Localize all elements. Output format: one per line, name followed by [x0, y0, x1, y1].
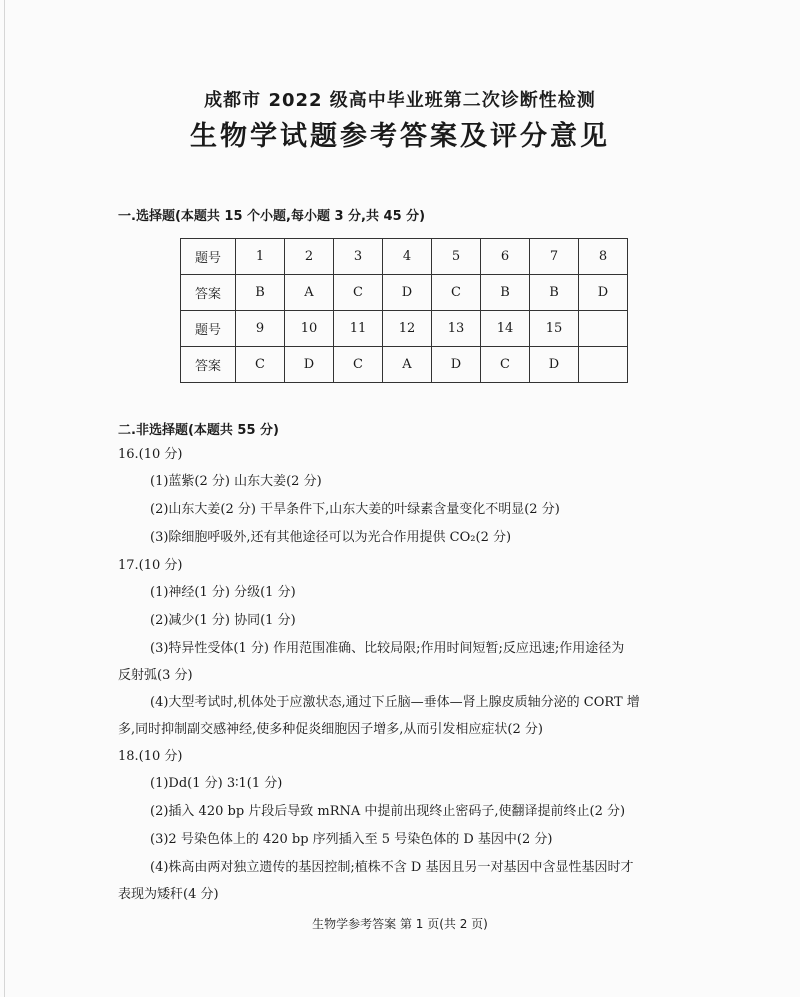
table-row: [181, 239, 628, 275]
answer-line: (2)插入 420 bp 片段后导致 mRNA 中提前出现终止密码子,使翻译提前终止(2 分): [150, 804, 626, 819]
question-heading-17: 17.(10 分): [118, 558, 183, 573]
answer-line: (3)特异性受体(1 分) 作用范围准确、比较局限;作用时间短暂;反应迅速;作用途径为: [150, 641, 625, 656]
table-cell: 9: [236, 311, 285, 347]
table-cell: B: [481, 275, 530, 311]
table-cell: D: [579, 275, 628, 311]
table-cell: D: [432, 347, 481, 383]
question-heading-18: 18.(10 分): [118, 749, 183, 764]
answer-line-continued: 多,同时抑制副交感神经,使多种促炎细胞因子增多,从而引发相应症状(2 分): [118, 722, 543, 737]
table-cell: 4: [383, 239, 432, 275]
answer-line: (1)神经(1 分) 分级(1 分): [150, 585, 296, 600]
table-cell: 3: [334, 239, 383, 275]
table-cell: 答案: [181, 347, 236, 383]
table-row: [181, 347, 628, 383]
answer-line: (1)Dd(1 分) 3∶1(1 分): [150, 776, 283, 791]
table-cell: 14: [481, 311, 530, 347]
answer-line-continued: 反射弧(3 分): [118, 668, 193, 683]
table-row: [181, 275, 628, 311]
table-cell: 12: [383, 311, 432, 347]
table-cell: B: [236, 275, 285, 311]
table-cell: D: [285, 347, 334, 383]
table-cell: [579, 311, 628, 347]
table-cell: C: [481, 347, 530, 383]
table-cell: 6: [481, 239, 530, 275]
answer-table: [180, 238, 628, 383]
table-cell: C: [334, 347, 383, 383]
table-cell: 题号: [181, 239, 236, 275]
table-cell: D: [530, 347, 579, 383]
table-cell: B: [530, 275, 579, 311]
table-cell: 7: [530, 239, 579, 275]
table-cell: C: [334, 275, 383, 311]
table-cell: 13: [432, 311, 481, 347]
answer-line: (2)减少(1 分) 协同(1 分): [150, 613, 296, 628]
exam-title: 成都市 2022 级高中毕业班第二次诊断性检测: [204, 90, 596, 111]
page-footer: 生物学参考答案 第 1 页(共 2 页): [312, 917, 488, 931]
answer-line: (4)大型考试时,机体处于应激状态,通过下丘脑—垂体—肾上腺皮质轴分泌的 CORT 增: [150, 695, 640, 710]
table-cell: 8: [579, 239, 628, 275]
table-cell: C: [236, 347, 285, 383]
table-cell: 答案: [181, 275, 236, 311]
answer-line: (3)2 号染色体上的 420 bp 序列插入至 5 号染色体的 D 基因中(2 分): [150, 832, 553, 847]
answer-line: (4)株高由两对独立遗传的基因控制;植株不含 D 基因且另一对基因中含显性基因时才: [150, 860, 634, 875]
table-cell: 题号: [181, 311, 236, 347]
table-row: [181, 311, 628, 347]
table-cell: [579, 347, 628, 383]
answer-line: (2)山东大姜(2 分) 干旱条件下,山东大姜的叶绿素含量变化不明显(2 分): [150, 502, 560, 517]
table-cell: A: [285, 275, 334, 311]
table-cell: 5: [432, 239, 481, 275]
table-cell: 15: [530, 311, 579, 347]
table-cell: 2: [285, 239, 334, 275]
question-heading-16: 16.(10 分): [118, 447, 183, 462]
section-heading-multiple-choice: 一.选择题(本题共 15 个小题,每小题 3 分,共 45 分): [118, 209, 426, 224]
answer-line-continued: 表现为矮秆(4 分): [118, 887, 219, 902]
table-cell: 10: [285, 311, 334, 347]
table-cell: C: [432, 275, 481, 311]
table-cell: D: [383, 275, 432, 311]
document-title: 生物学试题参考答案及评分意见: [190, 121, 610, 152]
table-cell: 11: [334, 311, 383, 347]
answer-line: (1)蓝紫(2 分) 山东大姜(2 分): [150, 474, 322, 489]
answer-line: (3)除细胞呼吸外,还有其他途径可以为光合作用提供 CO₂(2 分): [150, 530, 512, 545]
section-heading-non-choice: 二.非选择题(本题共 55 分): [118, 423, 279, 438]
table-cell: 1: [236, 239, 285, 275]
table-cell: A: [383, 347, 432, 383]
